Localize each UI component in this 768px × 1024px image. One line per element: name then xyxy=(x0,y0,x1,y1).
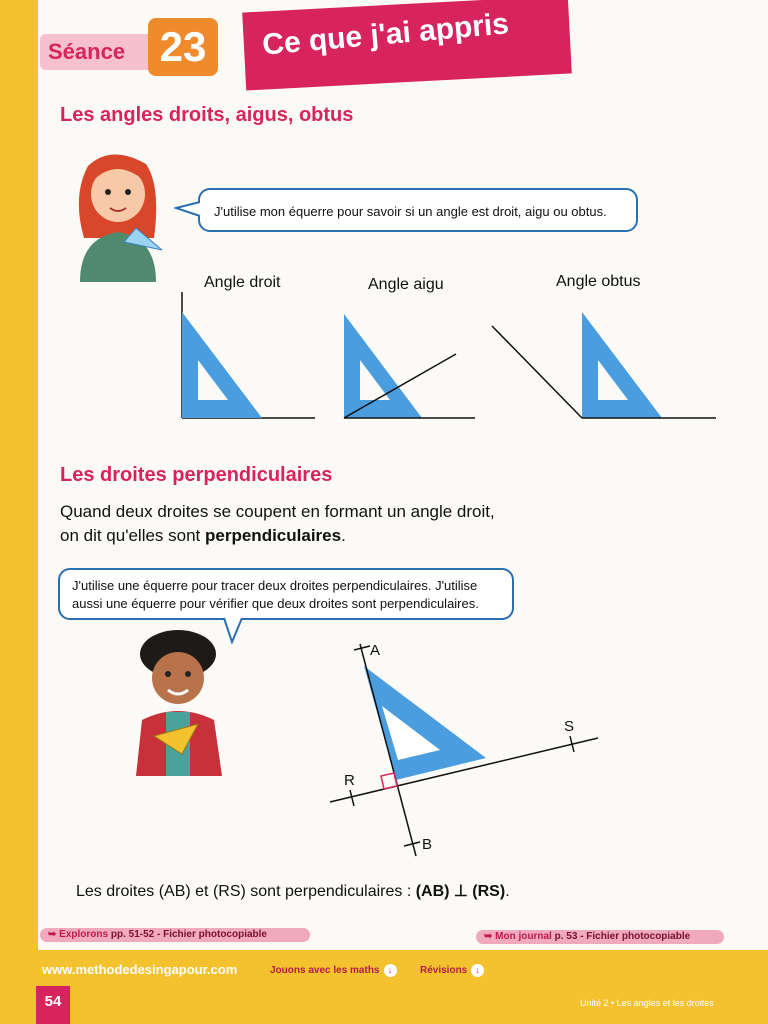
speech-bubble-perpendicular xyxy=(58,568,514,620)
download-icon: ↓ xyxy=(384,964,397,977)
point-label-a: A xyxy=(370,642,381,659)
bubble-line1: J'utilise une équerre pour tracer deux droites perpendiculaires. J'utilise xyxy=(72,578,478,593)
speech-bubble-angles: J'utilise mon équerre pour savoir si un angle est droit, aigu ou obtus. xyxy=(198,188,638,232)
link-jouons-label: Jouons avec les maths xyxy=(270,965,380,977)
set-square-icon xyxy=(582,312,662,418)
ref-explorons[interactable] xyxy=(40,928,310,942)
conclusion-text xyxy=(76,880,510,904)
definition-punct: . xyxy=(341,526,346,545)
section-heading-perpendicular: Les droites perpendiculaires xyxy=(60,464,333,486)
conclusion-notation: (AB) ⊥ (RS) xyxy=(415,883,506,900)
page-title: Ce que j'ai appris xyxy=(260,7,511,62)
perpendicular-diagram xyxy=(320,636,620,876)
link-revisions[interactable] xyxy=(420,964,484,977)
conclusion-prefix: Les droites (AB) et (RS) sont perpendiculaires : xyxy=(76,883,416,900)
angle-diagrams xyxy=(170,288,730,428)
ref-journal-title: Mon journal xyxy=(495,931,552,942)
link-revisions-label: Révisions xyxy=(420,965,468,977)
point-label-b: B xyxy=(422,836,433,853)
angle-label-obtuse: Angle obtus xyxy=(556,273,641,290)
bubble-tail xyxy=(174,200,202,220)
definition-line1: Quand deux droites se coupent en formant un angle droit, xyxy=(60,502,495,521)
definition-line2: on dit qu'elles sont xyxy=(60,526,206,545)
girl-character xyxy=(66,146,176,286)
definition-keyword: perpendiculaires xyxy=(205,526,342,545)
conclusion-punct: . xyxy=(505,883,510,900)
section-heading-angles: Les angles droits, aigus, obtus xyxy=(60,104,354,126)
bubble-line2: aussi une équerre pour vérifier que deux droites sont perpendiculaires. xyxy=(72,596,479,611)
ref-explorons-title: Explorons xyxy=(59,929,109,940)
point-label-r: R xyxy=(344,772,355,789)
set-square-icon xyxy=(182,312,262,418)
link-jouons[interactable] xyxy=(270,964,397,977)
boy-character xyxy=(128,628,232,780)
ref-explorons-detail: pp. 51-52 - Fichier photocopiable xyxy=(108,929,267,940)
download-icon: ↓ xyxy=(471,964,484,977)
arrow-icon: ➥ xyxy=(484,931,493,942)
page-number: 54 xyxy=(36,986,70,1024)
website-url[interactable]: www.methodedesingapour.com xyxy=(42,962,238,977)
angle-label-acute: Angle aigu xyxy=(368,276,444,293)
ref-journal-detail: p. 53 - Fichier photocopiable xyxy=(551,931,691,942)
point-label-s: S xyxy=(564,718,575,735)
set-square-icon xyxy=(344,314,422,418)
unit-label: Unité 2 • Les angles et les droites xyxy=(580,998,714,1008)
ref-mon-journal[interactable] xyxy=(476,930,724,944)
seance-label: Séance xyxy=(40,34,150,70)
arrow-icon: ➥ xyxy=(48,929,57,940)
seance-number: 23 xyxy=(148,18,218,76)
angle-label-right: Angle droit xyxy=(204,274,281,291)
definition-paragraph xyxy=(60,500,495,548)
